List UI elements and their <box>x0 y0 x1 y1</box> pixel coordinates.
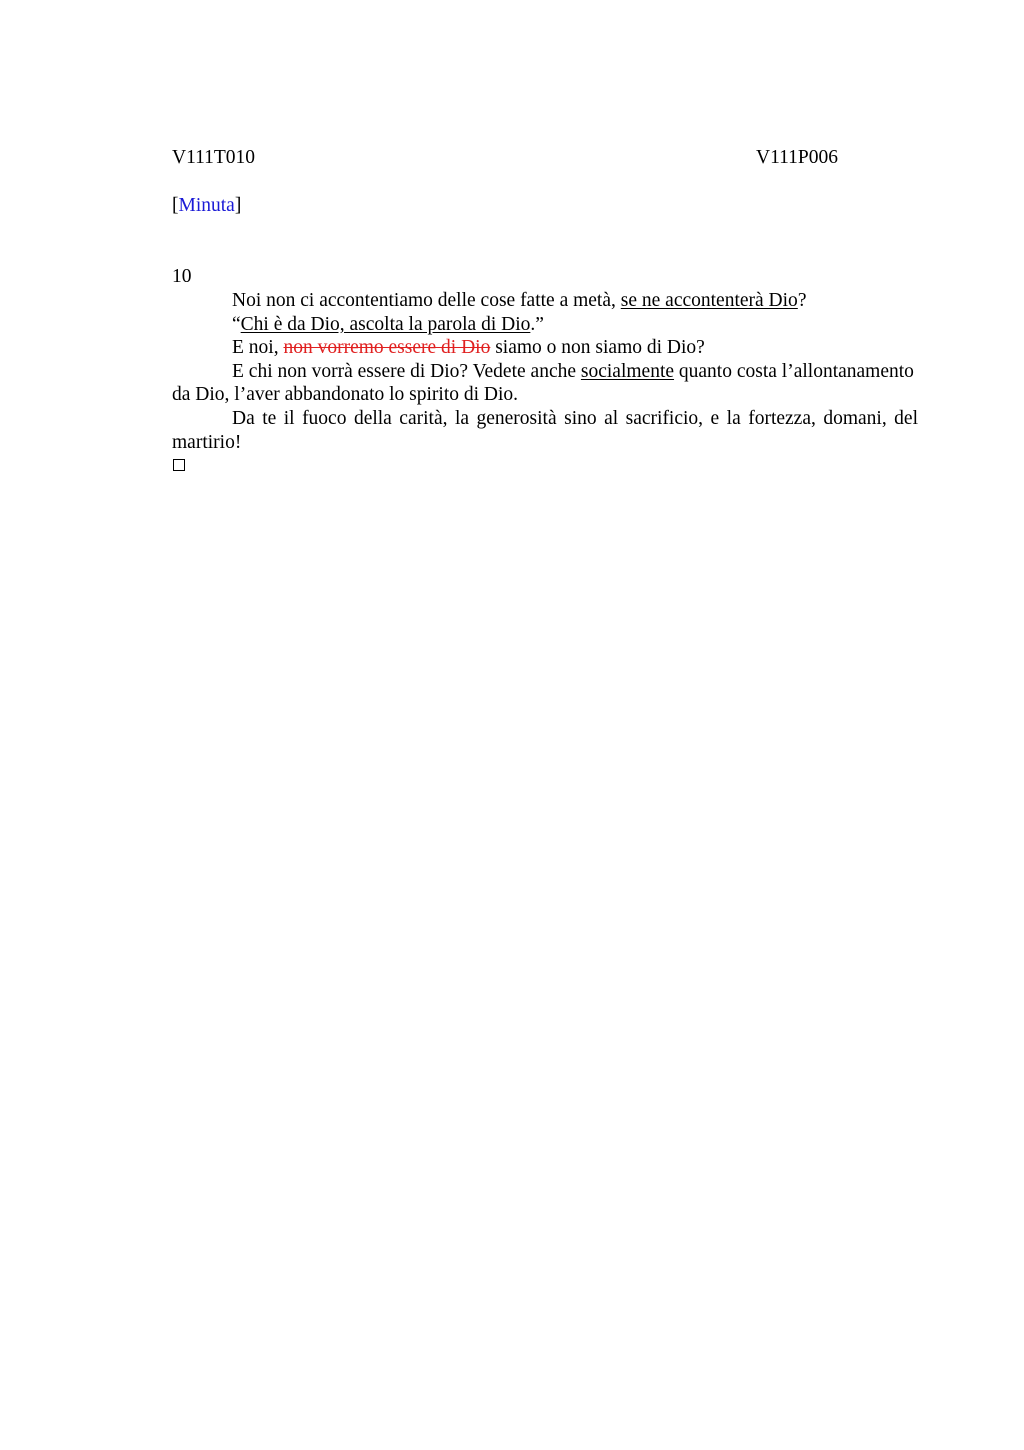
paragraph-2-underlined: Chi è da Dio, ascolta la parola di Dio <box>240 313 531 335</box>
document-header <box>172 146 838 170</box>
paragraph-3 <box>172 336 918 360</box>
paragraph-3-text: E noi, <box>232 337 284 359</box>
end-marker-box-icon <box>173 459 185 471</box>
paragraph-1-text: Noi non ci accontentiamo delle cose fatte a metà, <box>232 290 621 311</box>
paragraph-2-end: .” <box>530 313 544 335</box>
paragraph-3-deleted-text: non vorremo essere di Dio <box>283 337 491 359</box>
document-code-right: V111P006 <box>756 147 838 168</box>
paragraph-1 <box>172 289 918 313</box>
paragraph-3-end: siamo o non siamo di Dio? <box>490 337 705 359</box>
label-close-bracket: ] <box>234 195 242 216</box>
paragraph-4-text: E chi non vorrà essere di Dio? Vedete anche <box>232 360 581 382</box>
paragraph-2 <box>172 313 918 337</box>
label-word: Minuta <box>178 195 235 216</box>
paragraph-4-end: quanto costa l’allontanamento da Dio, l’aver abbandonato lo spirito di Dio. <box>172 360 914 406</box>
document-code-left: V111T010 <box>172 147 256 168</box>
document-type-label <box>172 194 241 218</box>
label-open-bracket: [ <box>172 195 179 216</box>
page-number: 10 <box>172 266 192 287</box>
paragraph-5 <box>172 407 918 454</box>
paragraph-4-underlined: socialmente <box>580 360 675 382</box>
paragraph-1-end: ? <box>797 290 807 311</box>
paragraph-5-text: Da te il fuoco della carità, la generosità sino al sacrificio, e la fortezza, domani, del martirio! <box>172 407 918 453</box>
paragraph-1-underlined: se ne accontenterà Dio <box>620 290 798 311</box>
body-text <box>172 289 918 454</box>
paragraph-4 <box>172 360 918 407</box>
paragraph-2-open-quote: “ <box>232 313 241 335</box>
